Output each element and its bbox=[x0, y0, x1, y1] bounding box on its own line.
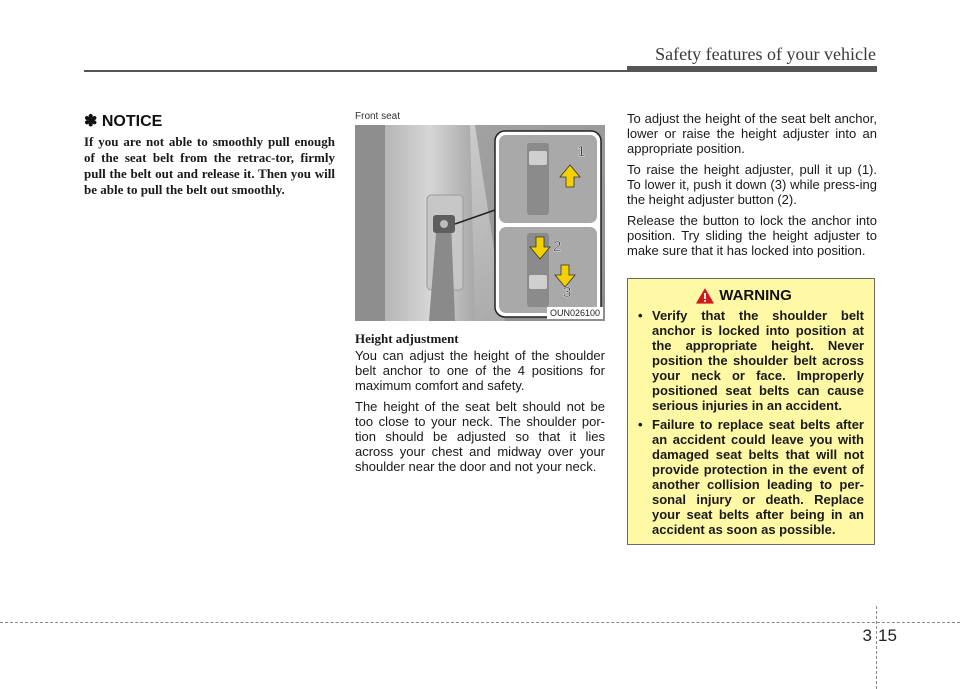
warning-header bbox=[624, 287, 864, 304]
warning-item: • Verify that the shoulder belt anchor is locked into position at the appropriate height. Never position the shoulder belt across your neck or face. Improperly positioned seat belts can cause serious injuries in an accident. bbox=[638, 308, 864, 413]
notice-section bbox=[84, 111, 335, 198]
page-number bbox=[855, 626, 897, 646]
warning-triangle-icon bbox=[696, 288, 714, 304]
callout-3: 3 bbox=[563, 284, 572, 301]
height-adjustment-paragraph: You can adjust the height of the shoulder belt anchor to one of the 4 positions for maximum comfort and safety. bbox=[355, 348, 605, 393]
page-number-value: 15 bbox=[878, 626, 897, 645]
page-number-separator bbox=[876, 606, 877, 689]
figure-label: Front seat bbox=[355, 111, 401, 122]
instruction-paragraph: Release the button to lock the anchor into position. Try sliding the height adjuster to make sure that it has locked into position. bbox=[627, 213, 877, 258]
notice-title: ✽ NOTICE bbox=[84, 113, 163, 130]
warning-box bbox=[627, 278, 875, 545]
figure-code: OUN026100 bbox=[547, 307, 603, 319]
warning-title: WARNING bbox=[719, 287, 792, 304]
footer-rule bbox=[0, 622, 960, 623]
callout-1: 1 bbox=[577, 143, 586, 160]
instructions-section bbox=[627, 111, 877, 264]
instruction-paragraph: To adjust the height of the seat belt anchor, lower or raise the height adjuster into an appropriate position. bbox=[627, 111, 877, 156]
warning-item: • Failure to replace seat belts after an accident could leave you with damaged seat belts that will not provide protection in the event of another collision leading to per-sonal injury or death. Replace your seat belts after being in an accident as soon as possible. bbox=[638, 417, 864, 537]
height-adjustment-heading: Height adjustment bbox=[355, 331, 459, 346]
page-header-title: Safety features of your vehicle bbox=[655, 44, 876, 64]
height-adjustment-section bbox=[355, 111, 605, 480]
header-rule-accent bbox=[627, 66, 877, 72]
seat-belt-figure bbox=[355, 125, 605, 321]
chapter-number: 3 bbox=[862, 626, 872, 645]
notice-body: If you are not able to smoothly pull enough of the seat belt from the retrac-tor, firmly pull the belt out and release it. Then you will be able to pull the belt out smoothly. bbox=[84, 134, 335, 197]
height-adjustment-paragraph: The height of the seat belt should not be too close to your neck. The shoulder por-tion should be adjusted so that it lies across your chest and midway over your shoulder near the door and not your neck. bbox=[355, 399, 605, 474]
warning-list bbox=[638, 308, 864, 537]
instruction-paragraph: To raise the height adjuster, pull it up (1). To lower it, push it down (3) while press-ing the height adjuster button (2). bbox=[627, 162, 877, 207]
callout-2: 2 bbox=[553, 238, 562, 255]
seat-belt-illustration bbox=[355, 125, 605, 321]
